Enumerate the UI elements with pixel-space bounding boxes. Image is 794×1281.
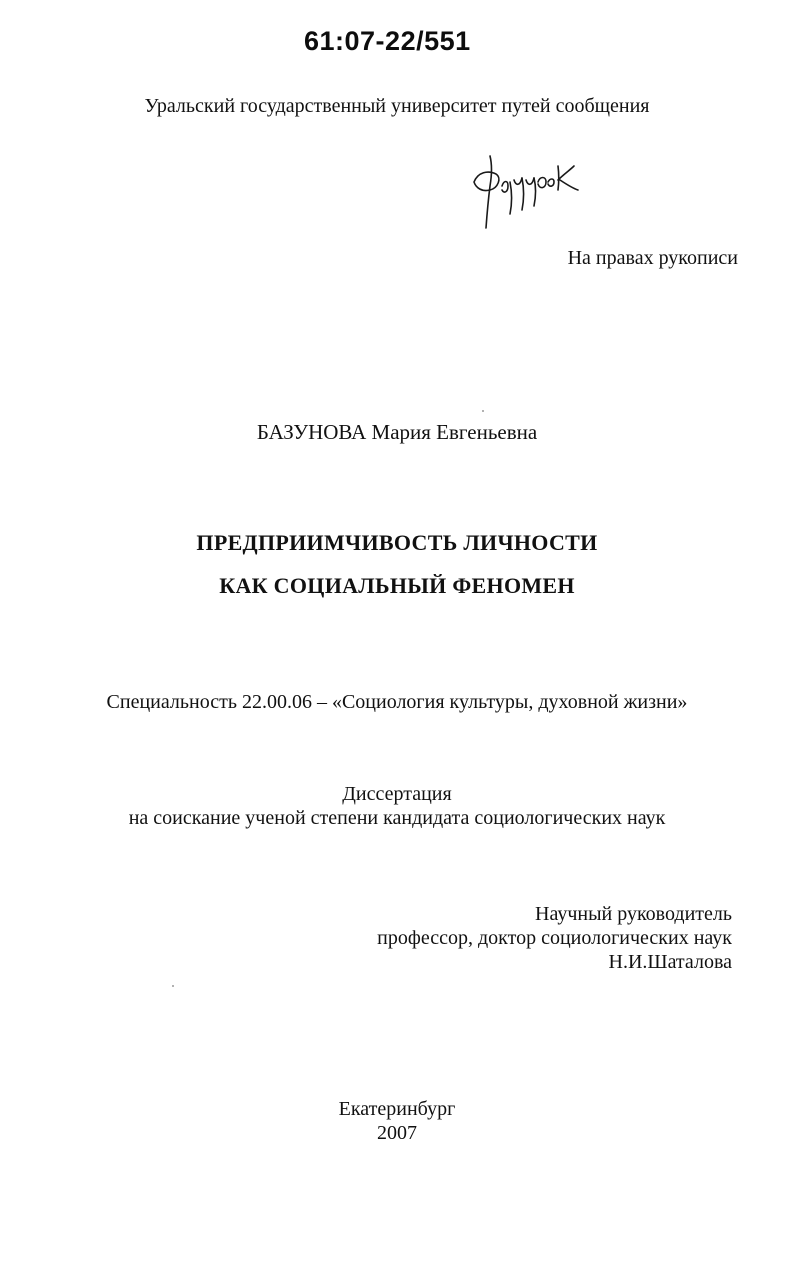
archive-stamp-number: 61:07-22/551 [304, 26, 471, 56]
thesis-title-line-1: ПРЕДПРИИМЧИВОСТЬ ЛИЧНОСТИ [196, 530, 598, 555]
supervisor-title: профессор, доктор социологических наук [377, 927, 732, 949]
year: 2007 [377, 1122, 417, 1144]
handwritten-signature [462, 152, 602, 239]
manuscript-rights-note: На правах рукописи [567, 247, 738, 269]
thesis-title-line-2: КАК СОЦИАЛЬНЫЙ ФЕНОМЕН [219, 573, 575, 598]
city: Екатеринбург [338, 1098, 456, 1120]
supervisor-label: Научный руководитель [535, 903, 732, 925]
author-name: БАЗУНОВА Мария Евгеньевна [256, 420, 538, 444]
scan-speck [172, 985, 174, 987]
university-name: Уральский государственный университет путей сообщения [144, 95, 650, 117]
work-type: Диссертация [342, 783, 452, 805]
scan-speck [482, 410, 484, 412]
signature-icon [462, 152, 602, 234]
supervisor-name: Н.И.Шаталова [608, 951, 732, 973]
specialty-line: Специальность 22.00.06 – «Социология культуры, духовной жизни» [106, 691, 688, 713]
degree-line: на соискание ученой степени кандидата социологических наук [128, 807, 666, 829]
